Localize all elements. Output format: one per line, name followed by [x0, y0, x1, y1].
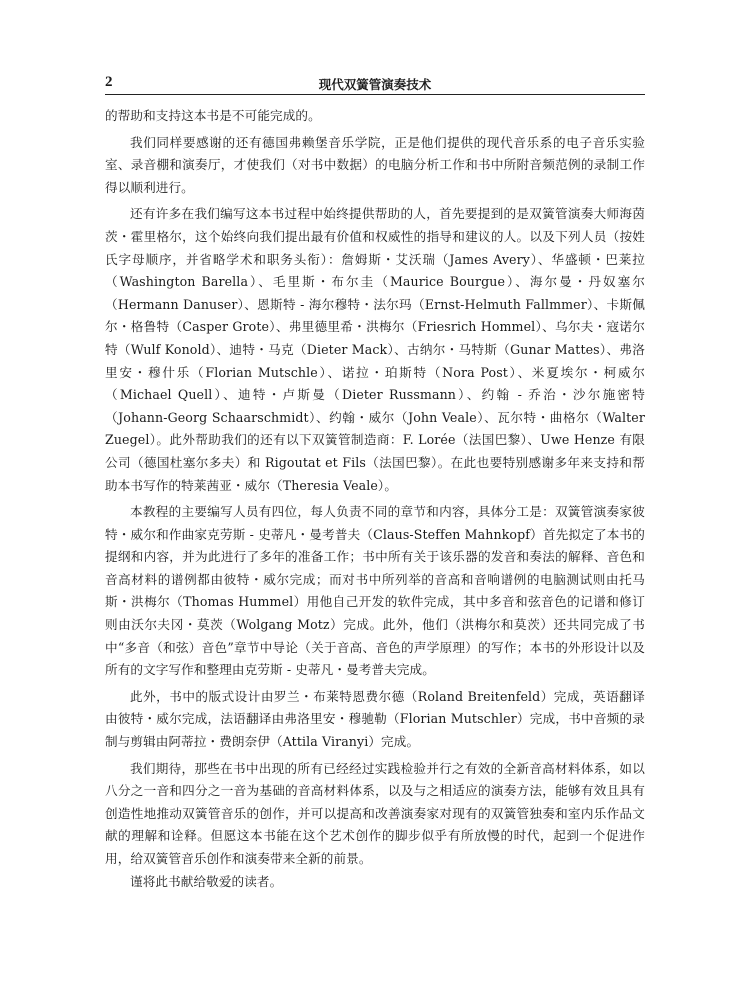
paragraph-expectations: 我们期待，那些在书中出现的所有已经经过实践检验并行之有效的全新音高材料体系，如以八分之一音和四分之一音为基础的音高材料体系，以及与之相适应的演奏方法，能够有效且具有创造性地推动双簧管音乐的创作，并可以提高和改善演奏家对现有的双簧管独奏和室内乐作品文献的理解和诠释。但愿这本书能在这个艺术创作的脚步似乎有所放慢的时代，起到一个促进作用，给双簧管音乐创作和演奏带来全新的前景。 — [105, 760, 645, 866]
page-header — [105, 72, 645, 95]
paragraph-dedication: 谨将此书献给敬爱的读者。 — [130, 873, 283, 889]
paragraph-authors-roles: 本教程的主要编写人员有四位，每人负责不同的章节和内容，具体分工是：双簧管演奏家彼特・威尔和作曲家克劳斯 - 史蒂凡・曼考普夫（Claus-Steffen Mahnkopf）首先拟定了本书的提纲和内容，并为此进行了多年的准备工作；书中所有关于该乐器的发音和奏法的解释、音色和音高材料的谱例都由彼特・威尔完成；而对书中所列举的音高和音响谱例的电脑测试则由托马斯・洪梅尔（Thomas Hummel）用他自己开发的软件完成，其中多音和弦音色的记谱和修订则由沃尔夫冈・莫茨（Wolgang Motz）完成。此外，他们（洪梅尔和莫茨）还共同完成了书中“多音（和弦）音色”章节中导论（关于音高、音色的声学原理）的写作；本书的外形设计以及所有的文字写作和整理由克劳斯 - 史蒂凡・曼考普夫完成。 — [105, 504, 645, 678]
body-text — [105, 105, 645, 893]
running-title: 现代双簧管演奏技术 — [318, 77, 432, 92]
paragraph-acknowledgement-people: 还有许多在我们编写这本书过程中始终提供帮助的人，首先要提到的是双簧管演奏大师海茵茨・霍里格尔，这个始终向我们提出最有价值和权威性的指导和建议的人。以及下列人员（按姓氏字母顺序，并省略学术和职务头衔）：詹姆斯・艾沃瑞（James Avery）、华盛顿・巴莱拉（Washington Barella）、毛里斯・布尔圭（Maurice Bourgue）、海尔曼・丹奴塞尔（Hermann Danuser）、恩斯特 - 海尔穆特・法尔玛（Ernst-Helmuth Fallmmer）、卡斯佩尔・格鲁特（Casper Grote）、弗里德里希・洪梅尔（Friesrich Hommel）、乌尔夫・寇诺尔特（Wulf Konold）、迪特・马克（Dieter Mack）、古纳尔・马特斯（Gunar Mattes）、弗洛里安・穆什乐（Florian Mutschle）、诺拉・珀斯特（Nora Post）、米夏埃尔・柯威尔（Michael Quell）、迪特・卢斯曼（Dieter Russmann）、约翰 - 乔治・沙尔施密特（Johann-Georg Schaarschmidt）、约翰・威尔（John Veale）、瓦尔特・曲格尔（Walter Zuegel）。此外帮助我们的还有以下双簧管制造商：F. Lorée（法国巴黎）、Uwe Henze 有限公司（德国杜塞尔多夫）和 Rigoutat et Fils（法国巴黎）。在此也要特别感谢多年来支持和帮助本书写作的特莱茜亚・威尔（Theresia Veale）。 — [105, 206, 645, 493]
page-number: 2 — [105, 74, 113, 90]
paragraph-continuation: 的帮助和支持这本书是不可能完成的。 — [105, 108, 321, 123]
paragraph-production-credits: 此外，书中的版式设计由罗兰・布莱特恩费尔德（Roland Breitenfeld）完成，英语翻译由彼特・威尔完成，法语翻译由弗洛里安・穆驰勒（Florian Mutschler）完成，书中音频的录制与剪辑由阿蒂拉・费朗奈伊（Attila Viranyi）完成。 — [105, 688, 645, 750]
paragraph-acknowledgement-institution: 我们同样要感谢的还有德国弗赖堡音乐学院，正是他们提供的现代音乐系的电子音乐实验室、录音棚和演奏厅，才使我们（对书中数据）的电脑分析工作和书中所附音频范例的录制工作得以顺利进行。 — [105, 134, 645, 195]
